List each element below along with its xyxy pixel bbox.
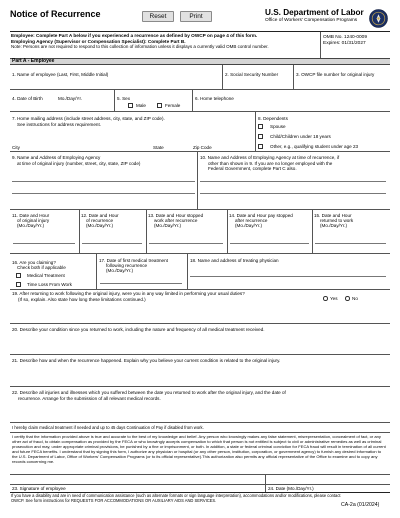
date-recurrence-input[interactable]	[82, 243, 142, 244]
home-telephone-input[interactable]	[195, 103, 385, 110]
divider	[255, 111, 256, 151]
agency-recurrence-input[interactable]	[200, 172, 386, 206]
date-returned-work-label: 15. Date and Hour	[314, 213, 352, 218]
date-recurrence-label: 12. Date and Hour	[81, 213, 119, 218]
yes-radio[interactable]	[323, 296, 328, 301]
entry-line	[190, 276, 386, 277]
row-rule	[10, 432, 390, 433]
form-number: CA-2a (01/2024)	[341, 502, 380, 508]
date-returned-work-input[interactable]	[315, 243, 386, 244]
entry-line	[200, 193, 386, 194]
instruction-agency: Employing Agency (Supervisor or Compensation Specialist): Complete Part B.	[11, 38, 186, 44]
dol-seal-icon	[369, 9, 388, 28]
part-a-header	[10, 58, 390, 65]
date-returned-work-label-2: returned to work	[320, 218, 354, 223]
recurrence-description-input[interactable]	[12, 365, 386, 384]
spouse-label: Spouse	[270, 124, 286, 129]
date-stopped-work-label-3: (Mo./Day/Yr.)	[154, 223, 182, 228]
form-title: Notice of Recurrence	[10, 9, 101, 19]
date-stopped-work-label-2: work after recurrence	[154, 218, 198, 223]
divider	[197, 151, 198, 209]
first-treatment-input[interactable]	[100, 283, 182, 284]
date-original-injury-label: 11. Date and Hour	[12, 213, 50, 218]
divider	[96, 253, 97, 289]
medical-treatment-checkbox[interactable]	[16, 273, 21, 278]
signature-input[interactable]	[12, 476, 260, 484]
row-rule	[10, 89, 390, 90]
signature-label: 23. Signature of employee	[12, 486, 66, 491]
yes-label: Yes	[330, 295, 338, 301]
first-treatment-label-2: following recurrence	[106, 263, 148, 268]
row-rule	[10, 323, 390, 324]
accessibility-notice: If you have a disability and are in need of communication assistance (such as alternate formats or sign language interpretation), accommodations and/or modifications, please contact OWCP. See form instructions for REQUESTS FOR ACCOMMODATIONS OR AUXILIARY AIDS AND SERVICES.	[11, 493, 341, 503]
divider	[146, 209, 147, 253]
row-rule	[10, 422, 390, 423]
first-treatment-label-3: (Mo./Day/Yr.)	[106, 268, 134, 273]
other-dependent-label: Other, e.g., qualifying student under age 23	[270, 144, 359, 149]
divider	[79, 209, 80, 253]
limited-duties-note: (If so, explain. Also state how long these limitations continued.)	[18, 296, 146, 302]
instruction-employee: Employee: Complete Part A below if you experienced a recurrence as defined by OWCP on page 4 of this form.	[11, 33, 258, 38]
children-checkbox[interactable]	[258, 134, 263, 139]
dob-input[interactable]	[12, 103, 112, 110]
dob-label: 4. Date of Birth	[12, 96, 43, 101]
claiming-label: 16. Are you claiming?	[12, 260, 56, 265]
divider	[293, 65, 294, 89]
top-rule	[10, 31, 390, 32]
other-dependent-checkbox[interactable]	[258, 144, 263, 149]
row-rule	[10, 386, 390, 387]
divider	[192, 89, 193, 111]
date-original-injury-label-2: of original injury	[17, 218, 50, 223]
time-loss-label: Time Loss From Work	[27, 282, 72, 287]
date-signed-label: 24. Date (Mo./Day/Yr.)	[268, 486, 314, 491]
divider	[187, 253, 188, 289]
employee-name-input[interactable]	[12, 79, 220, 88]
male-checkbox[interactable]	[128, 103, 133, 108]
divider	[312, 209, 313, 253]
home-telephone-label: 6. Home telephone	[195, 96, 234, 101]
physician-label: 18. Name and address of treating physician	[190, 258, 279, 263]
sex-label: 5. Sex	[117, 96, 131, 101]
claiming-note: Check both if applicable	[17, 265, 66, 270]
children-label: Child/Children under 18 years	[270, 134, 331, 139]
no-radio[interactable]	[345, 296, 350, 301]
signature-rule	[10, 484, 390, 485]
address-label: 7. Home mailing address (include street address, city, state, and ZIP code).	[12, 116, 165, 121]
claim-statement: I hereby claim medical treatment if needed and up to 45 days Continuation of Pay if disabled from work.	[12, 425, 204, 430]
entry-line	[12, 193, 195, 194]
time-loss-checkbox[interactable]	[16, 282, 21, 287]
dob-format: Mo./Day/Yr.	[58, 96, 82, 101]
date-stopped-work-label: 13. Date and Hour stopped	[148, 213, 204, 218]
divider	[227, 209, 228, 253]
date-original-injury-input[interactable]	[13, 243, 75, 244]
row-rule	[10, 289, 390, 290]
ssn-input[interactable]	[225, 79, 291, 88]
spouse-checkbox[interactable]	[258, 124, 263, 129]
agency-original-input[interactable]	[12, 168, 195, 206]
date-recurrence-label-3: (Mo./Day/Yr.)	[86, 223, 114, 228]
condition-label: 20. Describe your condition since you returned to work, including the nature and frequency of all medical treatment received.	[12, 327, 265, 332]
part-a-heading: Part A - Employee	[12, 57, 55, 64]
date-pay-stopped-label-2: after recurrence	[235, 218, 268, 223]
injuries-illnesses-label: 22. Describe all injuries and illnesses which you suffered between the date you returned to work after the original injury, and the date of	[12, 390, 286, 395]
row-rule	[10, 209, 390, 210]
date-recurrence-label-2: of recurrence	[86, 218, 114, 223]
date-stopped-work-input[interactable]	[149, 243, 223, 244]
row-rule	[10, 253, 390, 254]
row-rule	[10, 474, 390, 475]
divider	[222, 65, 223, 89]
male-label: Male	[136, 103, 146, 108]
date-pay-stopped-label-3: (Mo./Day/Yr.)	[235, 223, 263, 228]
agency-recurrence-label-2: other than shown in 9. If you are no longer employed with the	[208, 160, 333, 166]
dependents-label: 8. Dependents	[258, 116, 288, 121]
recurrence-description-label: 21. Describe how and when the recurrence happened. Explain why you believe your current condition is related to the original injury.	[12, 358, 281, 363]
entry-line	[12, 181, 195, 182]
omb-expires: Expires: 01/31/2027	[323, 41, 366, 46]
agency-original-label: 9. Name and Address of Employing Agency	[12, 155, 101, 160]
omb-note: Note: Persons are not required to respond to this collection of information unless it displays a currently valid OMB control number.	[11, 44, 269, 49]
street-address-input[interactable]	[12, 128, 252, 141]
reset-button[interactable]: Reset	[142, 11, 174, 22]
agency-original-label-2: at time of original injury (number, street, city, state, ZIP code)	[17, 160, 141, 166]
medical-treatment-label: Medical Treatment	[27, 273, 65, 278]
date-signed-input[interactable]	[268, 476, 386, 484]
injuries-illnesses-note: recurrence. Arrange for the submission of all relevant medical records.	[18, 395, 161, 401]
limited-duties-input[interactable]	[12, 303, 386, 321]
condition-input[interactable]	[12, 334, 386, 352]
omb-divider	[320, 32, 321, 58]
divider	[114, 89, 115, 111]
female-checkbox[interactable]	[157, 103, 162, 108]
row-rule	[10, 151, 390, 152]
zip-label: Zip Code	[193, 145, 212, 150]
city-label: City	[12, 145, 20, 150]
row-rule	[10, 111, 390, 112]
office-name: Office of Workers' Compensation Programs	[265, 17, 358, 23]
state-label: State	[153, 145, 164, 150]
date-pay-stopped-label: 14. Date and Hour pay stopped	[229, 213, 293, 218]
date-pay-stopped-input[interactable]	[230, 243, 309, 244]
date-original-injury-label-3: (Mo./Day/Yr.)	[17, 223, 45, 228]
first-treatment-label: 17. Date of first medical treatment	[99, 258, 168, 263]
agency-name: U.S. Department of Labor	[265, 8, 364, 17]
employee-name-label: 1. Name of employee (Last, First, Middle Initial)	[12, 72, 109, 77]
no-label: No	[352, 295, 358, 301]
address-note: See instructions for address requirement.	[17, 121, 102, 127]
date-returned-work-label-3: (Mo./Day/Yr.)	[320, 223, 348, 228]
injuries-illnesses-input[interactable]	[12, 402, 386, 420]
certification-text: I certify that the information provided above is true and accurate to the best of my knowledge and belief. Any person who knowingly makes any false statement, misrepresentation, concealment of fact, or any other act of fraud, to obtain compensation as provided by the FECA or who knowingly accepts compensation to which that person is not entitled is subject to civil or administrative remedies as well as criminal prosecution and may, under appropriate criminal provisions, be punished by a fine or imprisonment, or both. In addition, a state or federal criminal conviction for FECA fraud will result in termination of all current and future FECA benefits. I understand that by signing this form, I authorize any physician or hospital (or any other person, institution, corporation, or government agency) to furnish any desired information to the U.S. Department of Labor, Office of Workers' Compensation Programs (or to its official representative).This authorization also permits any official representative of the Office to examine and to copy any records concerning me.	[12, 434, 386, 464]
limited-duties-label: 19. After returning to work following the original injury, were you in any way limited in performing your usual duties?	[12, 291, 245, 296]
omb-number: OMB No. 1240-0009	[323, 35, 367, 40]
ssn-label: 2. Social Security Number	[225, 72, 279, 77]
owcp-file-label: 3. OWCP file number for original injury	[296, 72, 375, 77]
agency-recurrence-label: 10. Name and Address of Employing Agency at time of recurrence, if	[200, 155, 340, 160]
entry-line	[200, 181, 386, 182]
divider	[265, 474, 266, 492]
agency-recurrence-label-3: Federal Government, complete Part C also.	[208, 166, 297, 171]
female-label: Female	[165, 103, 181, 108]
row-rule	[10, 354, 390, 355]
print-button[interactable]: Print	[180, 11, 212, 22]
